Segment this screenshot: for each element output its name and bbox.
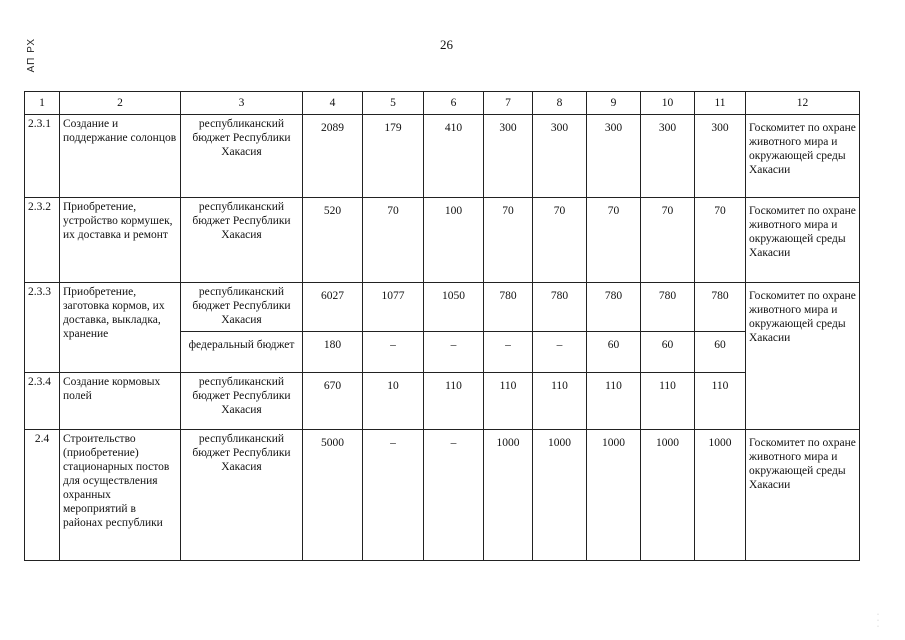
value-cell: 110 bbox=[587, 373, 641, 430]
budget-table bbox=[24, 91, 860, 561]
value-cell: 70 bbox=[484, 198, 533, 283]
row-name: Приобретение, устройство кормушек, их доставка и ремонт bbox=[60, 198, 181, 283]
value-cell: – bbox=[484, 332, 533, 373]
row-code: 2.4 bbox=[25, 430, 60, 561]
value-cell: 110 bbox=[424, 373, 484, 430]
row-name: Создание кормовых полей bbox=[60, 373, 181, 430]
value-cell: 670 bbox=[303, 373, 363, 430]
value-cell: 10 bbox=[363, 373, 424, 430]
table-row bbox=[25, 198, 860, 283]
funding-source: республиканский бюджет Республики Хакасия bbox=[181, 373, 303, 430]
col-header-12: 12 bbox=[746, 92, 860, 115]
page-number: 26 bbox=[440, 37, 453, 52]
funding-source: республиканский бюджет Республики Хакасия bbox=[181, 115, 303, 198]
table-row bbox=[25, 373, 860, 430]
value-cell: 110 bbox=[533, 373, 587, 430]
col-header-9: 9 bbox=[587, 92, 641, 115]
value-cell: 780 bbox=[533, 283, 587, 332]
value-cell: 6027 bbox=[303, 283, 363, 332]
value-cell: 2089 bbox=[303, 115, 363, 198]
table-row bbox=[25, 115, 860, 198]
value-cell: 70 bbox=[363, 198, 424, 283]
col-header-5: 5 bbox=[363, 92, 424, 115]
executor: Госкомитет по охране животного мира и окружающей среды Хакасии bbox=[746, 430, 860, 561]
value-cell: 300 bbox=[641, 115, 695, 198]
funding-source: федеральный бюджет bbox=[181, 332, 303, 373]
value-cell: 110 bbox=[484, 373, 533, 430]
funding-source: республиканский бюджет Республики Хакасия bbox=[181, 198, 303, 283]
row-code: 2.3.2 bbox=[25, 198, 60, 283]
header-row bbox=[25, 92, 860, 115]
executor: Госкомитет по охране животного мира и окружающей среды Хакасии bbox=[746, 283, 860, 430]
value-cell: 1000 bbox=[587, 430, 641, 561]
funding-source: республиканский бюджет Республики Хакасия bbox=[181, 283, 303, 332]
value-cell: 60 bbox=[695, 332, 746, 373]
value-cell: – bbox=[424, 430, 484, 561]
value-cell: 60 bbox=[587, 332, 641, 373]
executor: Госкомитет по охране животного мира и окружающей среды Хакасии bbox=[746, 115, 860, 198]
value-cell: 70 bbox=[695, 198, 746, 283]
value-cell: 1000 bbox=[641, 430, 695, 561]
scan-dots-decoration: · · · bbox=[877, 612, 879, 630]
value-cell: 1000 bbox=[533, 430, 587, 561]
value-cell: 780 bbox=[587, 283, 641, 332]
value-cell: 780 bbox=[641, 283, 695, 332]
value-cell: 520 bbox=[303, 198, 363, 283]
value-cell: – bbox=[424, 332, 484, 373]
col-header-3: 3 bbox=[181, 92, 303, 115]
col-header-6: 6 bbox=[424, 92, 484, 115]
value-cell: 780 bbox=[484, 283, 533, 332]
value-cell: 300 bbox=[587, 115, 641, 198]
row-name: Создание и поддержание солонцов bbox=[60, 115, 181, 198]
value-cell: 300 bbox=[533, 115, 587, 198]
value-cell: 110 bbox=[641, 373, 695, 430]
value-cell: 300 bbox=[695, 115, 746, 198]
value-cell: 1000 bbox=[695, 430, 746, 561]
value-cell: 180 bbox=[303, 332, 363, 373]
value-cell: 300 bbox=[484, 115, 533, 198]
value-cell: 70 bbox=[641, 198, 695, 283]
col-header-4: 4 bbox=[303, 92, 363, 115]
value-cell: 1000 bbox=[484, 430, 533, 561]
value-cell: 70 bbox=[533, 198, 587, 283]
value-cell: – bbox=[363, 332, 424, 373]
executor: Госкомитет по охране животного мира и окружающей среды Хакасии bbox=[746, 198, 860, 283]
value-cell: 100 bbox=[424, 198, 484, 283]
col-header-2: 2 bbox=[60, 92, 181, 115]
side-stamp: АП РХ bbox=[26, 38, 37, 73]
table-row bbox=[25, 430, 860, 561]
value-cell: 780 bbox=[695, 283, 746, 332]
value-cell: – bbox=[533, 332, 587, 373]
col-header-1: 1 bbox=[25, 92, 60, 115]
value-cell: 110 bbox=[695, 373, 746, 430]
funding-source: республиканский бюджет Республики Хакасия bbox=[181, 430, 303, 561]
table-row bbox=[25, 283, 860, 332]
col-header-11: 11 bbox=[695, 92, 746, 115]
value-cell: 179 bbox=[363, 115, 424, 198]
row-code: 2.3.1 bbox=[25, 115, 60, 198]
col-header-7: 7 bbox=[484, 92, 533, 115]
value-cell: 1077 bbox=[363, 283, 424, 332]
value-cell: – bbox=[363, 430, 424, 561]
value-cell: 1050 bbox=[424, 283, 484, 332]
value-cell: 70 bbox=[587, 198, 641, 283]
col-header-8: 8 bbox=[533, 92, 587, 115]
row-code: 2.3.4 bbox=[25, 373, 60, 430]
value-cell: 60 bbox=[641, 332, 695, 373]
col-header-10: 10 bbox=[641, 92, 695, 115]
row-code: 2.3.3 bbox=[25, 283, 60, 373]
value-cell: 410 bbox=[424, 115, 484, 198]
row-name: Приобретение, заготовка кормов, их доставка, выкладка, хранение bbox=[60, 283, 181, 373]
value-cell: 5000 bbox=[303, 430, 363, 561]
row-name: Строительство (приобретение) стационарных постов для осуществления охранных мероприятий в районах республики bbox=[60, 430, 181, 561]
